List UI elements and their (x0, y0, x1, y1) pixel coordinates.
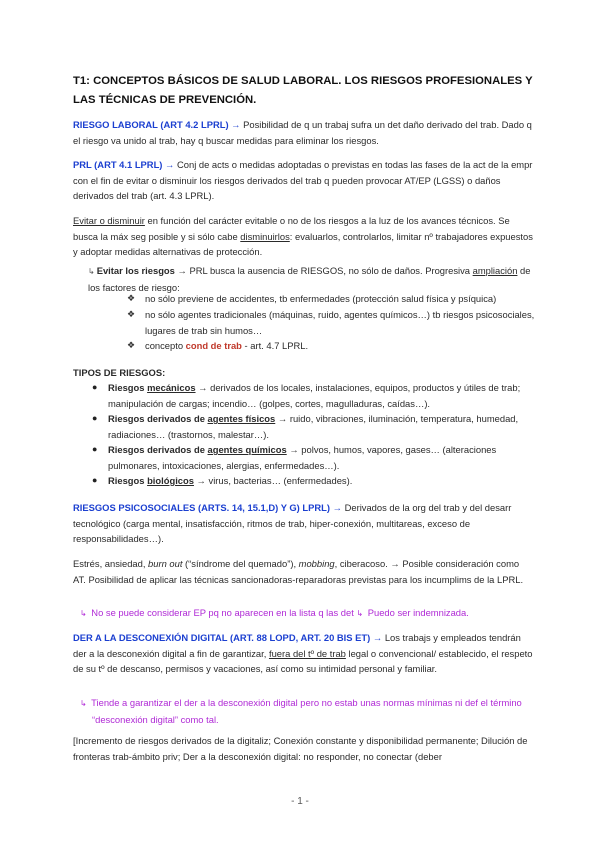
bullet-icon: ● (92, 382, 98, 392)
tipo-text: → ruido, vibraciones, iluminación, temperatura, humedad, radiaciones… (trastornos, malestar…). (108, 413, 519, 440)
tipo-pre: Riesgos (108, 475, 148, 486)
tipo-text: → polvos, humos, vapores, gases… (alteraciones pulmonares, intoxicaciones, alergias, enfermedades…). (108, 444, 497, 471)
arrow-hook-icon: ↳ (80, 699, 87, 708)
factor3-post: - art. 4.7 LPRL. (241, 340, 309, 351)
psicosociales-text: Derivados de la org del trab y del desarr tecnológico (carga mental, insatisfacción, ritmos de trab, hiper-conexión, multitareas, exceso de responsabilidades…). (73, 502, 512, 544)
tipo-pre: Riesgos derivados de (108, 413, 208, 424)
bullet-icon: ● (92, 413, 98, 423)
tipo-underline: mecánicos (147, 382, 196, 393)
cond-trab-highlight: cond de trab (185, 340, 242, 351)
mobbing-italic: mobbing (298, 558, 335, 569)
arrow-hook-icon: ↳ (80, 609, 87, 618)
diamond-bullet-icon: ❖ (127, 293, 136, 303)
arrow-hook-icon: ↳ (88, 267, 95, 276)
factor-item: no sólo previene de accidentes, tb enfermedades (protección salud física y psíquica) (145, 293, 497, 304)
disminuirlos-underline: disminuirlos (240, 230, 290, 242)
tipo-underline: agentes físicos (207, 413, 276, 424)
tipo-pre: Riesgos derivados de (108, 444, 208, 455)
desconexion-paragraph (73, 630, 533, 677)
tipo-item-mecanicos (108, 380, 533, 411)
tipo-pre: Riesgos (108, 382, 148, 393)
fuera-trab-underline: fuera del tº de trab (268, 647, 346, 659)
factor-item: no sólo agentes tradicionales (máquinas, ruido, agentes químicos…) tb riesgos psicosociales, lugares de trab sin humos… (145, 309, 535, 336)
psicosociales-paragraph (73, 500, 533, 547)
desconexion-text-1: Los trabajs y empleados tendrán der a la desconexión digital a fin de garantizar, (73, 632, 521, 659)
incremento-paragraph: [Incremento de riesgos derivados de la digitaliz; Conexión constante y disponibilidad permanente; Dilución de fronteras trab-ámbito priv; Der a la desconexión digital: no responder, no conectar (deber (73, 735, 528, 762)
evitar-paragraph (73, 213, 533, 260)
prl-paragraph (73, 157, 533, 204)
tipo-underline: biológicos (147, 475, 194, 486)
tipo-item-fisicos (108, 411, 533, 442)
burn-out-italic: burn out (148, 558, 183, 569)
desconexion-note (80, 695, 532, 727)
arrow-hook-icon: ↳ (356, 609, 364, 618)
estres-text-1: Estrés, ansiedad, (73, 558, 149, 569)
prl-text: Conj de acts o medidas adoptadas o previstas en todas las fases de la act de la empr con el fin de evitar o disminuir los riesgos derivados del trab q pueden provocar AT/EP (LGSS) o daños derivados del trab (art. 4.3 LPRL). (73, 159, 533, 201)
riesgo-laboral-heading: RIESGO LABORAL (ART 4.2 LPRL) → (73, 119, 241, 130)
desconexion-heading: DER A LA DESCONEXIÓN DIGITAL (ART. 88 LOPD, ART. 20 BIS ET) → (73, 632, 383, 643)
tipo-text: → virus, bacterias… (enfermedades). (193, 475, 353, 486)
diamond-bullet-icon: ❖ (127, 309, 136, 319)
desconexion-text-2: legal o convencional/ establecido, el respeto de su tº de descanso, permisos y vacaciones, así como su intimidad personal y familiar. (73, 647, 533, 674)
tipo-item-quimicos (108, 442, 533, 473)
desconexion-note-text: Tiende a garantizar el der a la desconexión digital pero no estab unas normas mínimas ni def el término “desconexión digital” como tal. (88, 697, 522, 725)
tipo-text: → derivados de los locales, instalaciones, equipos, productos y útiles de trab; manipulación de cargas; incendio… (golpes, cortes, magulladuras, caídas…). (108, 382, 521, 409)
prl-heading: PRL (ART 4.1 LPRL) → (73, 159, 175, 170)
ep-note-text-1: No se puede considerar EP pq no aparecen en la lista q las det (88, 607, 357, 618)
tipo-item-biologicos (108, 473, 533, 489)
bullet-icon: ● (92, 475, 98, 485)
psicosociales-heading: RIESGOS PSICOSOCIALES (ARTS. 14, 15.1,D) Y G) LPRL) → (73, 502, 342, 513)
evitar-text-1: en función del carácter evitable o no de los riesgos a la luz de los avances técnicos. Se busca la máx seg posible y si sólo cabe (73, 215, 510, 242)
evitar-riesgos-bold: Evitar los riesgos (96, 265, 175, 276)
estres-text-3: , ciberacoso. → Posible consideración como AT. Posibilidad de aplicar las técnicas sancionadoras-reparadoras previstas para los incumplims de la LPRL. (73, 558, 524, 585)
ampliacion-underline: ampliación (472, 265, 518, 276)
evitar-sub-text-1: → PRL busca la ausencia de RIESGOS, no sólo de daños. Progresiva (174, 265, 473, 276)
factor3-pre: concepto (145, 340, 186, 351)
tipo-underline: agentes químicos (207, 444, 287, 455)
evitar-text-2: : evaluarlos, controlarlos, limitar nº trabajadores expuestos y adoptar medidas alternativas de protección. (73, 230, 533, 257)
tipos-heading: TIPOS DE RIESGOS: (73, 367, 166, 378)
page-title: T1: CONCEPTOS BÁSICOS DE SALUD LABORAL. LOS RIESGOS PROFESIONALES Y LAS TÉCNICAS DE PREVENCIÓN. (73, 75, 533, 106)
estres-paragraph (73, 556, 533, 587)
diamond-bullet-icon: ❖ (127, 340, 136, 350)
evitar-sub-text-2: de los factores de riesgo: (88, 265, 531, 293)
riesgo-laboral-text: Posibilidad de q un trabaj sufra un det daño derivado del trab. Dado q el riesgo va unido al trab, hay q buscar medidas para eliminar los riesgos. (73, 119, 532, 146)
factor-item-cond-trab (145, 338, 535, 354)
bullet-icon: ● (92, 444, 98, 454)
ep-note-text-2: Puedo ser indemnizada. (365, 607, 469, 618)
riesgo-laboral-paragraph (73, 117, 533, 148)
ep-note (80, 605, 533, 622)
evitar-underline: Evitar o disminuir (73, 215, 145, 226)
page-number: - 1 - (291, 796, 309, 807)
estres-text-2: (“síndrome del quemado”), (182, 558, 299, 569)
